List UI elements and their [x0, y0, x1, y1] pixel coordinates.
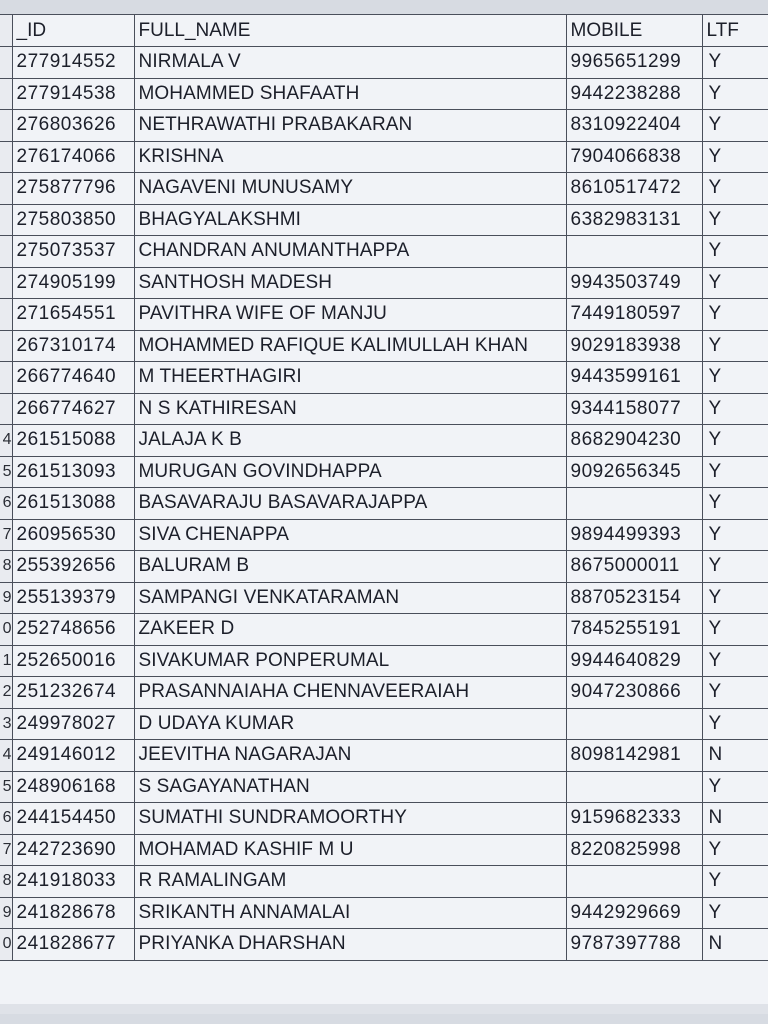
mobile-cell[interactable]: 9944640829	[566, 645, 702, 677]
table-row	[0, 393, 768, 425]
full-name-cell[interactable]: SRIKANTH ANNAMALAI	[134, 897, 566, 929]
mobile-cell[interactable]: 9943503749	[566, 267, 702, 299]
mobile-cell[interactable]: 8610517472	[566, 173, 702, 205]
id-cell[interactable]: 252748656	[12, 614, 134, 646]
table-row	[0, 929, 768, 961]
full-name-cell[interactable]: BASAVARAJU BASAVARAJAPPA	[134, 488, 566, 520]
mobile-cell[interactable]: 9442238288	[566, 78, 702, 110]
row-number-cell[interactable]: 4	[0, 740, 12, 772]
id-cell[interactable]: 248906168	[12, 771, 134, 803]
id-cell[interactable]: 255392656	[12, 551, 134, 583]
grid-body	[0, 47, 768, 961]
ltf-cell[interactable]: Y	[702, 362, 768, 394]
id-cell[interactable]: 277914552	[12, 47, 134, 79]
row-number-cell[interactable]: 8	[0, 551, 12, 583]
row-number-cell[interactable]	[0, 236, 12, 268]
mobile-cell[interactable]	[566, 708, 702, 740]
id-cell[interactable]: 275803850	[12, 204, 134, 236]
mobile-cell[interactable]	[566, 771, 702, 803]
column-header-ltf[interactable]: LTF	[702, 15, 768, 47]
column-header-mobile[interactable]: MOBILE	[566, 15, 702, 47]
header-row	[0, 15, 768, 47]
ltf-cell[interactable]: Y	[702, 173, 768, 205]
full-name-cell[interactable]: SIVAKUMAR PONPERUMAL	[134, 645, 566, 677]
full-name-cell[interactable]: R RAMALINGAM	[134, 866, 566, 898]
table-row	[0, 645, 768, 677]
table-row	[0, 582, 768, 614]
id-cell[interactable]: 252650016	[12, 645, 134, 677]
sheet-bottom-edge	[0, 1004, 768, 1014]
mobile-cell[interactable]: 9443599161	[566, 362, 702, 394]
table-row	[0, 866, 768, 898]
ltf-cell[interactable]: Y	[702, 299, 768, 331]
id-cell[interactable]: 277914538	[12, 78, 134, 110]
ltf-cell[interactable]: Y	[702, 236, 768, 268]
row-number-cell[interactable]: 9	[0, 897, 12, 929]
table-row	[0, 677, 768, 709]
row-number-cell[interactable]	[0, 362, 12, 394]
ltf-cell[interactable]: Y	[702, 425, 768, 457]
full-name-cell[interactable]: MOHAMMED RAFIQUE KALIMULLAH KHAN	[134, 330, 566, 362]
mobile-cell[interactable]: 7845255191	[566, 614, 702, 646]
row-number-cell[interactable]	[0, 47, 12, 79]
ltf-cell[interactable]: Y	[702, 488, 768, 520]
full-name-cell[interactable]: SUMATHI SUNDRAMOORTHY	[134, 803, 566, 835]
row-number-cell[interactable]: 0	[0, 929, 12, 961]
id-cell[interactable]: 261513093	[12, 456, 134, 488]
table-row	[0, 173, 768, 205]
ltf-cell[interactable]: Y	[702, 771, 768, 803]
table-row	[0, 204, 768, 236]
row-number-cell[interactable]: 5	[0, 771, 12, 803]
ltf-cell[interactable]: Y	[702, 47, 768, 79]
ltf-cell[interactable]: Y	[702, 645, 768, 677]
mobile-cell[interactable]: 8675000011	[566, 551, 702, 583]
mobile-cell[interactable]: 9965651299	[566, 47, 702, 79]
id-cell[interactable]: 249978027	[12, 708, 134, 740]
row-number-cell[interactable]	[0, 204, 12, 236]
mobile-cell[interactable]: 9344158077	[566, 393, 702, 425]
ltf-cell[interactable]: Y	[702, 456, 768, 488]
ltf-cell[interactable]: Y	[702, 330, 768, 362]
full-name-cell[interactable]: NETHRAWATHI PRABAKARAN	[134, 110, 566, 142]
full-name-cell[interactable]: PRIYANKA DHARSHAN	[134, 929, 566, 961]
row-number-cell[interactable]: 6	[0, 803, 12, 835]
row-number-cell[interactable]: 7	[0, 834, 12, 866]
id-cell[interactable]: 260956530	[12, 519, 134, 551]
full-name-cell[interactable]: CHANDRAN ANUMANTHAPPA	[134, 236, 566, 268]
ltf-cell[interactable]: Y	[702, 78, 768, 110]
row-number-cell[interactable]	[0, 78, 12, 110]
ltf-cell[interactable]: Y	[702, 519, 768, 551]
table-row	[0, 740, 768, 772]
row-number-cell[interactable]	[0, 393, 12, 425]
ltf-cell[interactable]: N	[702, 803, 768, 835]
full-name-cell[interactable]: MOHAMMED SHAFAATH	[134, 78, 566, 110]
table-row	[0, 110, 768, 142]
full-name-cell[interactable]: PRASANNAIAHA CHENNAVEERAIAH	[134, 677, 566, 709]
mobile-cell[interactable]: 7449180597	[566, 299, 702, 331]
id-cell[interactable]: 275073537	[12, 236, 134, 268]
table-row	[0, 771, 768, 803]
row-number-cell[interactable]: 2	[0, 677, 12, 709]
full-name-cell[interactable]: ZAKEER D	[134, 614, 566, 646]
id-cell[interactable]: 275877796	[12, 173, 134, 205]
full-name-cell[interactable]: D UDAYA KUMAR	[134, 708, 566, 740]
mobile-cell[interactable]	[566, 488, 702, 520]
table-row	[0, 267, 768, 299]
ltf-cell[interactable]: Y	[702, 677, 768, 709]
ltf-cell[interactable]: Y	[702, 866, 768, 898]
mobile-cell[interactable]: 8098142981	[566, 740, 702, 772]
row-number-cell[interactable]: 8	[0, 866, 12, 898]
row-number-cell[interactable]: 1	[0, 645, 12, 677]
full-name-cell[interactable]: MURUGAN GOVINDHAPPA	[134, 456, 566, 488]
id-cell[interactable]: 244154450	[12, 803, 134, 835]
id-cell[interactable]: 241828677	[12, 929, 134, 961]
id-cell[interactable]: 276174066	[12, 141, 134, 173]
table-row	[0, 519, 768, 551]
row-number-cell[interactable]	[0, 173, 12, 205]
ltf-cell[interactable]: Y	[702, 267, 768, 299]
full-name-cell[interactable]: SIVA CHENAPPA	[134, 519, 566, 551]
table-row	[0, 456, 768, 488]
row-number-cell[interactable]	[0, 299, 12, 331]
id-cell[interactable]: 274905199	[12, 267, 134, 299]
table-row	[0, 362, 768, 394]
mobile-cell[interactable]: 9047230866	[566, 677, 702, 709]
mobile-cell[interactable]	[566, 236, 702, 268]
full-name-cell[interactable]: JEEVITHA NAGARAJAN	[134, 740, 566, 772]
row-number-cell[interactable]: 5	[0, 456, 12, 488]
id-cell[interactable]: 271654551	[12, 299, 134, 331]
ltf-cell[interactable]: Y	[702, 614, 768, 646]
ltf-cell[interactable]: Y	[702, 582, 768, 614]
id-cell[interactable]: 267310174	[12, 330, 134, 362]
data-grid	[0, 14, 768, 961]
id-cell[interactable]: 261515088	[12, 425, 134, 457]
mobile-cell[interactable]	[566, 866, 702, 898]
mobile-cell[interactable]: 7904066838	[566, 141, 702, 173]
mobile-cell[interactable]: 6382983131	[566, 204, 702, 236]
id-cell[interactable]: 251232674	[12, 677, 134, 709]
id-cell[interactable]: 266774640	[12, 362, 134, 394]
mobile-cell[interactable]: 9092656345	[566, 456, 702, 488]
full-name-cell[interactable]: SANTHOSH MADESH	[134, 267, 566, 299]
full-name-cell[interactable]: S SAGAYANATHAN	[134, 771, 566, 803]
full-name-cell[interactable]: N S KATHIRESAN	[134, 393, 566, 425]
id-cell[interactable]: 276803626	[12, 110, 134, 142]
ltf-cell[interactable]: Y	[702, 897, 768, 929]
id-cell[interactable]: 266774627	[12, 393, 134, 425]
mobile-cell[interactable]: 9894499393	[566, 519, 702, 551]
full-name-cell[interactable]: NAGAVENI MUNUSAMY	[134, 173, 566, 205]
column-header-id[interactable]: _ID	[12, 15, 134, 47]
row-number-cell[interactable]: 4	[0, 425, 12, 457]
ltf-cell[interactable]: N	[702, 740, 768, 772]
mobile-cell[interactable]: 8220825998	[566, 834, 702, 866]
mobile-cell[interactable]: 9029183938	[566, 330, 702, 362]
ltf-cell[interactable]: Y	[702, 393, 768, 425]
table-row	[0, 551, 768, 583]
mobile-cell[interactable]: 8310922404	[566, 110, 702, 142]
row-number-cell[interactable]	[0, 110, 12, 142]
mobile-cell[interactable]: 9787397788	[566, 929, 702, 961]
ltf-cell[interactable]: N	[702, 929, 768, 961]
full-name-cell[interactable]: KRISHNA	[134, 141, 566, 173]
full-name-cell[interactable]: M THEERTHAGIRI	[134, 362, 566, 394]
table-row	[0, 488, 768, 520]
id-cell[interactable]: 255139379	[12, 582, 134, 614]
full-name-cell[interactable]: NIRMALA V	[134, 47, 566, 79]
table-row	[0, 803, 768, 835]
table-row	[0, 141, 768, 173]
table-row	[0, 330, 768, 362]
row-number-cell[interactable]	[0, 141, 12, 173]
full-name-cell[interactable]: BALURAM B	[134, 551, 566, 583]
mobile-cell[interactable]: 8682904230	[566, 425, 702, 457]
ltf-cell[interactable]: Y	[702, 204, 768, 236]
row-number-cell[interactable]	[0, 267, 12, 299]
mobile-cell[interactable]: 8870523154	[566, 582, 702, 614]
table-row	[0, 47, 768, 79]
mobile-cell[interactable]: 9442929669	[566, 897, 702, 929]
row-number-cell[interactable]: 3	[0, 708, 12, 740]
ltf-cell[interactable]: Y	[702, 141, 768, 173]
table-row	[0, 614, 768, 646]
table-row	[0, 834, 768, 866]
mobile-cell[interactable]: 9159682333	[566, 803, 702, 835]
id-cell[interactable]: 249146012	[12, 740, 134, 772]
full-name-cell[interactable]: JALAJA K B	[134, 425, 566, 457]
row-number-cell[interactable]: 6	[0, 488, 12, 520]
spreadsheet	[0, 14, 768, 1014]
row-number-cell[interactable]: 7	[0, 519, 12, 551]
full-name-cell[interactable]: SAMPANGI VENKATARAMAN	[134, 582, 566, 614]
id-cell[interactable]: 242723690	[12, 834, 134, 866]
ltf-cell[interactable]: Y	[702, 708, 768, 740]
id-cell[interactable]: 261513088	[12, 488, 134, 520]
table-row	[0, 78, 768, 110]
table-row	[0, 236, 768, 268]
full-name-cell[interactable]: PAVITHRA WIFE OF MANJU	[134, 299, 566, 331]
row-number-cell[interactable]: 9	[0, 582, 12, 614]
table-row	[0, 897, 768, 929]
table-row	[0, 708, 768, 740]
full-name-cell[interactable]: MOHAMAD KASHIF M U	[134, 834, 566, 866]
id-cell[interactable]: 241918033	[12, 866, 134, 898]
table-row	[0, 299, 768, 331]
ltf-cell[interactable]: Y	[702, 551, 768, 583]
row-number-header[interactable]	[0, 15, 12, 47]
table-row	[0, 425, 768, 457]
row-number-cell[interactable]	[0, 330, 12, 362]
ltf-cell[interactable]: Y	[702, 834, 768, 866]
row-number-cell[interactable]: 0	[0, 614, 12, 646]
full-name-cell[interactable]: BHAGYALAKSHMI	[134, 204, 566, 236]
id-cell[interactable]: 241828678	[12, 897, 134, 929]
ltf-cell[interactable]: Y	[702, 110, 768, 142]
column-header-full-name[interactable]: FULL_NAME	[134, 15, 566, 47]
